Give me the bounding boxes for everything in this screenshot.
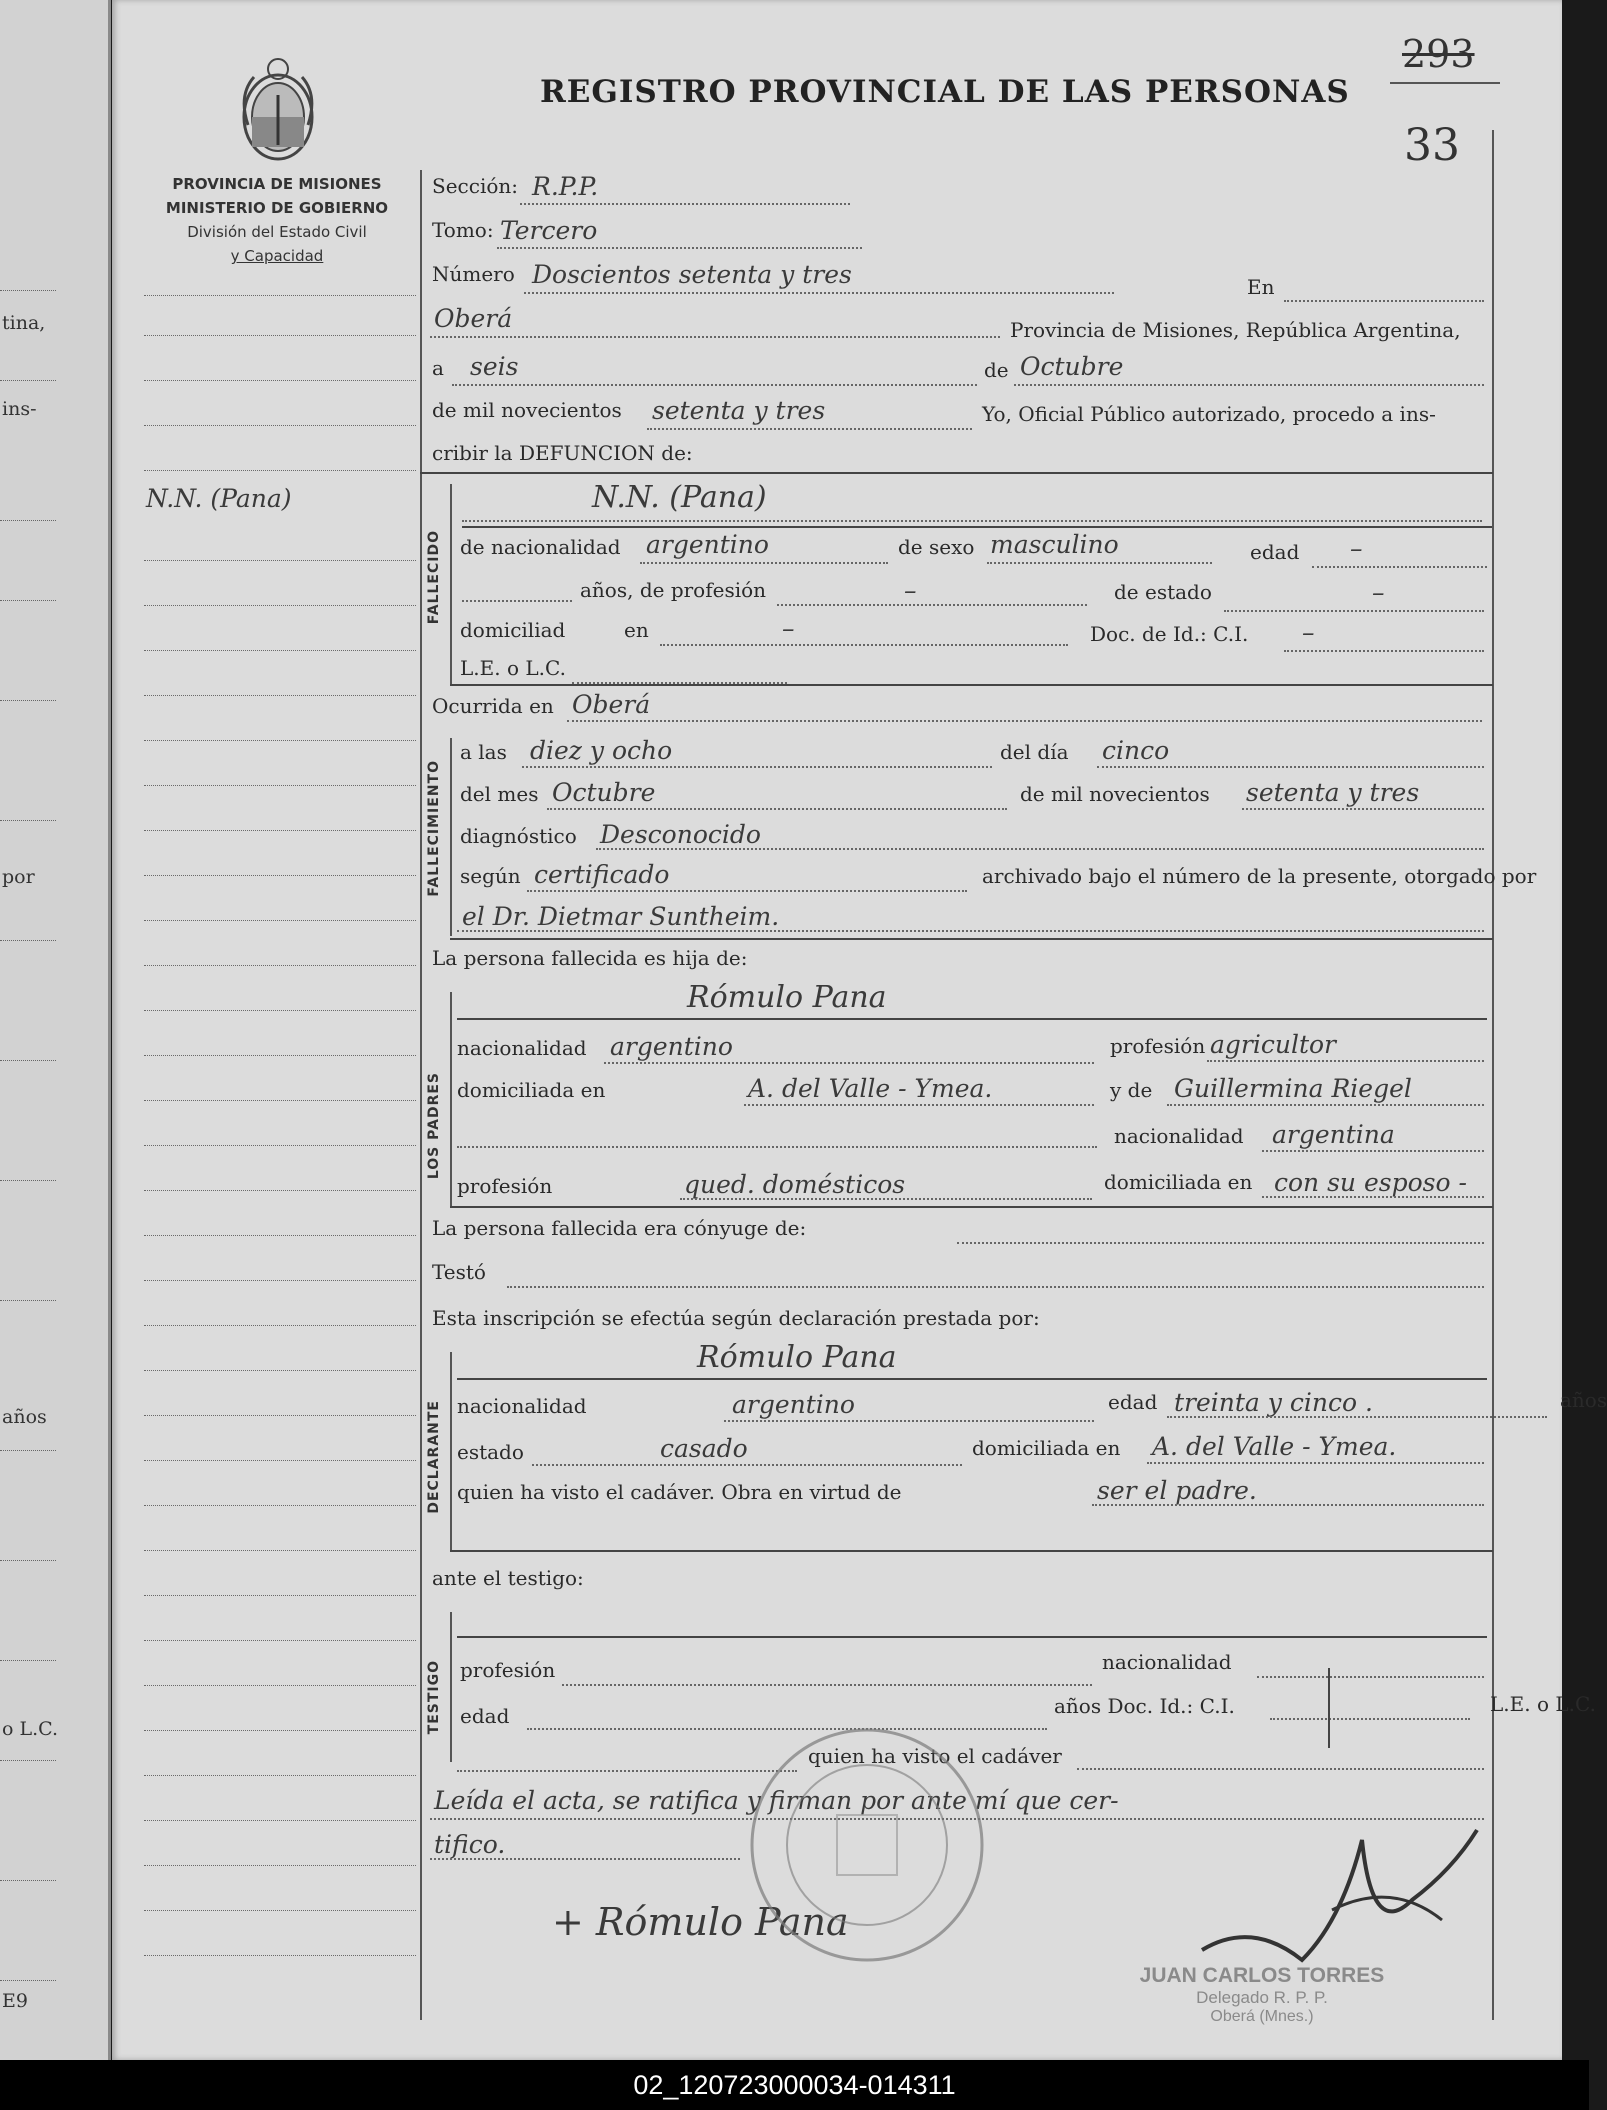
section-label-fallecido: FALLECIDO: [426, 530, 442, 625]
label-doc-id: Doc. de Id.: C.I.: [1090, 622, 1249, 646]
label-numero: Número: [432, 262, 515, 286]
value-padre-domicilio: A. del Valle - Ymea.: [748, 1074, 993, 1103]
officer-stamp: [1102, 1964, 1422, 2026]
section-label-padres: LOS PADRES: [426, 1072, 442, 1180]
label-testo: Testó: [432, 1260, 486, 1284]
value-de-mil-anio: setenta y tres: [652, 396, 826, 425]
label-ocurrida-en: Ocurrida en: [432, 694, 554, 718]
prev-fragment-5: o L.C.: [2, 1718, 59, 1740]
label-domiciliad: domiciliad: [460, 618, 566, 642]
label-anos-profesion: años, de profesión: [580, 578, 767, 602]
official-signature-icon: [1192, 1800, 1482, 1980]
value-de-mes: Octubre: [1020, 352, 1124, 381]
value-madre-profesion: qued. domésticos: [684, 1170, 906, 1199]
label-de: de: [984, 358, 1009, 382]
label-decl-anos: años: [1560, 1388, 1607, 1412]
prev-fragment-2: ins-: [2, 398, 37, 420]
label-domiciliada-en: domiciliada en: [457, 1078, 606, 1102]
coat-of-arms-icon: [232, 55, 324, 165]
value-otorgado-por: el Dr. Dietmar Suntheim.: [462, 902, 780, 931]
label-conyuge: La persona fallecida era cónyuge de:: [432, 1216, 807, 1240]
value-padre-nacionalidad: argentino: [610, 1032, 733, 1061]
label-seccion: Sección:: [432, 174, 518, 198]
value-padre-profesion: agricultor: [1210, 1030, 1337, 1059]
value-madre-nacionalidad: argentina: [1272, 1120, 1395, 1149]
label-nacionalidad-2: nacionalidad: [1114, 1124, 1244, 1148]
label-en: En: [1247, 275, 1275, 299]
label-de-mil-2: de mil novecientos: [1020, 782, 1210, 806]
closing-line-2: tifico.: [434, 1830, 506, 1859]
label-del-dia: del día: [1000, 740, 1069, 764]
label-de-nacionalidad: de nacionalidad: [460, 535, 621, 559]
struck-register-number: 293: [1402, 32, 1475, 76]
document-page: [112, 0, 1607, 2060]
value-hora: diez y ocho: [530, 736, 673, 765]
value-padre-nombre: Rómulo Pana: [687, 980, 887, 1015]
label-decl-nacionalidad: nacionalidad: [457, 1394, 587, 1418]
signature-declarante: + Rómulo Pana: [552, 1900, 849, 1944]
label-del-mes: del mes: [460, 782, 539, 806]
label-ante-testigo: ante el testigo:: [432, 1566, 584, 1590]
value-ci: –: [1302, 618, 1315, 647]
label-y-de: y de: [1110, 1078, 1153, 1102]
value-decl-obra: ser el padre.: [1097, 1476, 1257, 1505]
value-numero: Doscientos setenta y tres: [532, 260, 852, 289]
section-label-fallecimiento: FALLECIMIENTO: [426, 760, 442, 897]
value-edad: –: [1350, 534, 1363, 563]
prev-fragment-3: por: [2, 866, 35, 888]
value-decl-edad: treinta y cinco .: [1174, 1388, 1373, 1417]
value-tomo: Tercero: [500, 216, 598, 245]
label-cribir: cribir la DEFUNCION de:: [432, 441, 693, 465]
ministry-block: [142, 172, 412, 268]
frame-right-border: [1492, 130, 1494, 2020]
label-nacionalidad: nacionalidad: [457, 1036, 587, 1060]
value-profesion: –: [904, 576, 917, 605]
value-decl-nacionalidad: argentino: [732, 1390, 855, 1419]
label-test-edad: edad: [460, 1704, 510, 1728]
value-segun: certificado: [534, 860, 670, 889]
rule-fallecido-top: [420, 472, 1493, 474]
label-decl-domiciliada: domiciliada en: [972, 1436, 1121, 1460]
value-anio: setenta y tres: [1246, 778, 1420, 807]
previous-page-strip: [0, 0, 111, 2060]
label-test-le-lc: L.E. o L.C.: [1490, 1692, 1596, 1716]
label-segun: según: [460, 864, 521, 888]
ministry-line-4: y Capacidad: [230, 247, 324, 265]
label-domiciliada-2: domiciliada en: [1104, 1170, 1253, 1194]
label-decl-estado: estado: [457, 1440, 524, 1464]
value-seccion: R.P.P.: [532, 172, 599, 201]
value-estado: –: [1372, 578, 1385, 607]
closing-line-1: Leída el acta, se ratifica y firman por ante mí que cer-: [434, 1786, 1119, 1815]
frame-left-border: [420, 170, 422, 2020]
value-dia: cinco: [1102, 736, 1170, 765]
page-title: REGISTRO PROVINCIAL DE LAS PERSONAS: [540, 74, 1350, 110]
value-decl-domicilio: A. del Valle - Ymea.: [1152, 1432, 1397, 1461]
value-ocurrida-en: Oberá: [572, 690, 651, 719]
ministry-line-2: MINISTERIO DE GOBIERNO: [165, 199, 389, 217]
label-en-dom: en: [624, 618, 649, 642]
label-provincia: Provincia de Misiones, República Argentina,: [1010, 318, 1461, 342]
prev-fragment-4: años: [2, 1406, 47, 1428]
value-mes: Octubre: [552, 778, 656, 807]
label-a: a: [432, 356, 444, 380]
value-madre-domicilio: con su esposo -: [1274, 1168, 1467, 1197]
label-test-nacionalidad: nacionalidad: [1102, 1650, 1232, 1674]
label-a-las: a las: [460, 740, 507, 764]
label-de-estado: de estado: [1114, 580, 1212, 604]
label-test-profesion: profesión: [460, 1658, 556, 1682]
label-test-anos-doc: años Doc. Id.: C.I.: [1054, 1694, 1235, 1718]
value-sexo: masculino: [990, 530, 1119, 559]
value-diagnostico: Desconocido: [600, 820, 761, 849]
label-inscripcion: Esta inscripción se efectúa según declaración prestada por:: [432, 1306, 1040, 1330]
section-label-testigo: TESTIGO: [426, 1660, 442, 1735]
section-label-declarante: DECLARANTE: [426, 1400, 442, 1514]
label-profesion-2: profesión: [457, 1174, 553, 1198]
ministry-line-3: División del Estado Civil: [187, 223, 367, 241]
label-le-lc: L.E. o L.C.: [460, 656, 566, 680]
value-madre-nombre: Guillermina Riegel: [1174, 1074, 1412, 1103]
label-archivado: archivado bajo el número de la presente, otorgado por: [982, 864, 1537, 888]
label-profesion: profesión: [1110, 1034, 1206, 1058]
official-seal-icon: [742, 1720, 992, 1970]
label-test-quien: quien ha visto el cadáver: [808, 1744, 1062, 1768]
ministry-line-1: PROVINCIA DE MISIONES: [172, 175, 382, 193]
label-edad: edad: [1250, 540, 1300, 564]
value-decl-estado: casado: [660, 1434, 748, 1463]
label-decl-edad: edad: [1108, 1390, 1158, 1414]
value-a-dia: seis: [470, 352, 519, 381]
stamp-role: Delegado R. P. P.: [1196, 1988, 1328, 2007]
prev-fragment-1: tina,: [2, 312, 46, 334]
register-number: 33: [1404, 120, 1460, 171]
label-de-mil: de mil novecientos: [432, 398, 622, 422]
stamp-place: Oberá (Mnes.): [1210, 2008, 1314, 2025]
label-diagnostico: diagnóstico: [460, 824, 577, 848]
value-nacionalidad: argentino: [646, 530, 769, 559]
value-domicilio: –: [782, 614, 795, 643]
label-yo-oficial: Yo, Oficial Público autorizado, procedo a ins-: [982, 402, 1436, 426]
label-hija-de: La persona fallecida es hija de:: [432, 946, 748, 970]
label-quien-visto: quien ha visto el cadáver. Obra en virtud de: [457, 1480, 902, 1504]
value-decl-nombre: Rómulo Pana: [697, 1340, 897, 1375]
margin-note: N.N. (Pana): [146, 484, 292, 513]
label-tomo: Tomo:: [432, 218, 494, 242]
value-nombre: N.N. (Pana): [592, 480, 767, 515]
label-de-sexo: de sexo: [898, 535, 975, 559]
scan-footer: 02_120723000034-014311: [0, 2060, 1589, 2110]
register-number-rule: [1390, 82, 1500, 84]
stamp-name: JUAN CARLOS TORRES: [1139, 1964, 1385, 1987]
value-en: Oberá: [434, 304, 513, 333]
prev-fragment-6: E9: [2, 1990, 28, 2012]
